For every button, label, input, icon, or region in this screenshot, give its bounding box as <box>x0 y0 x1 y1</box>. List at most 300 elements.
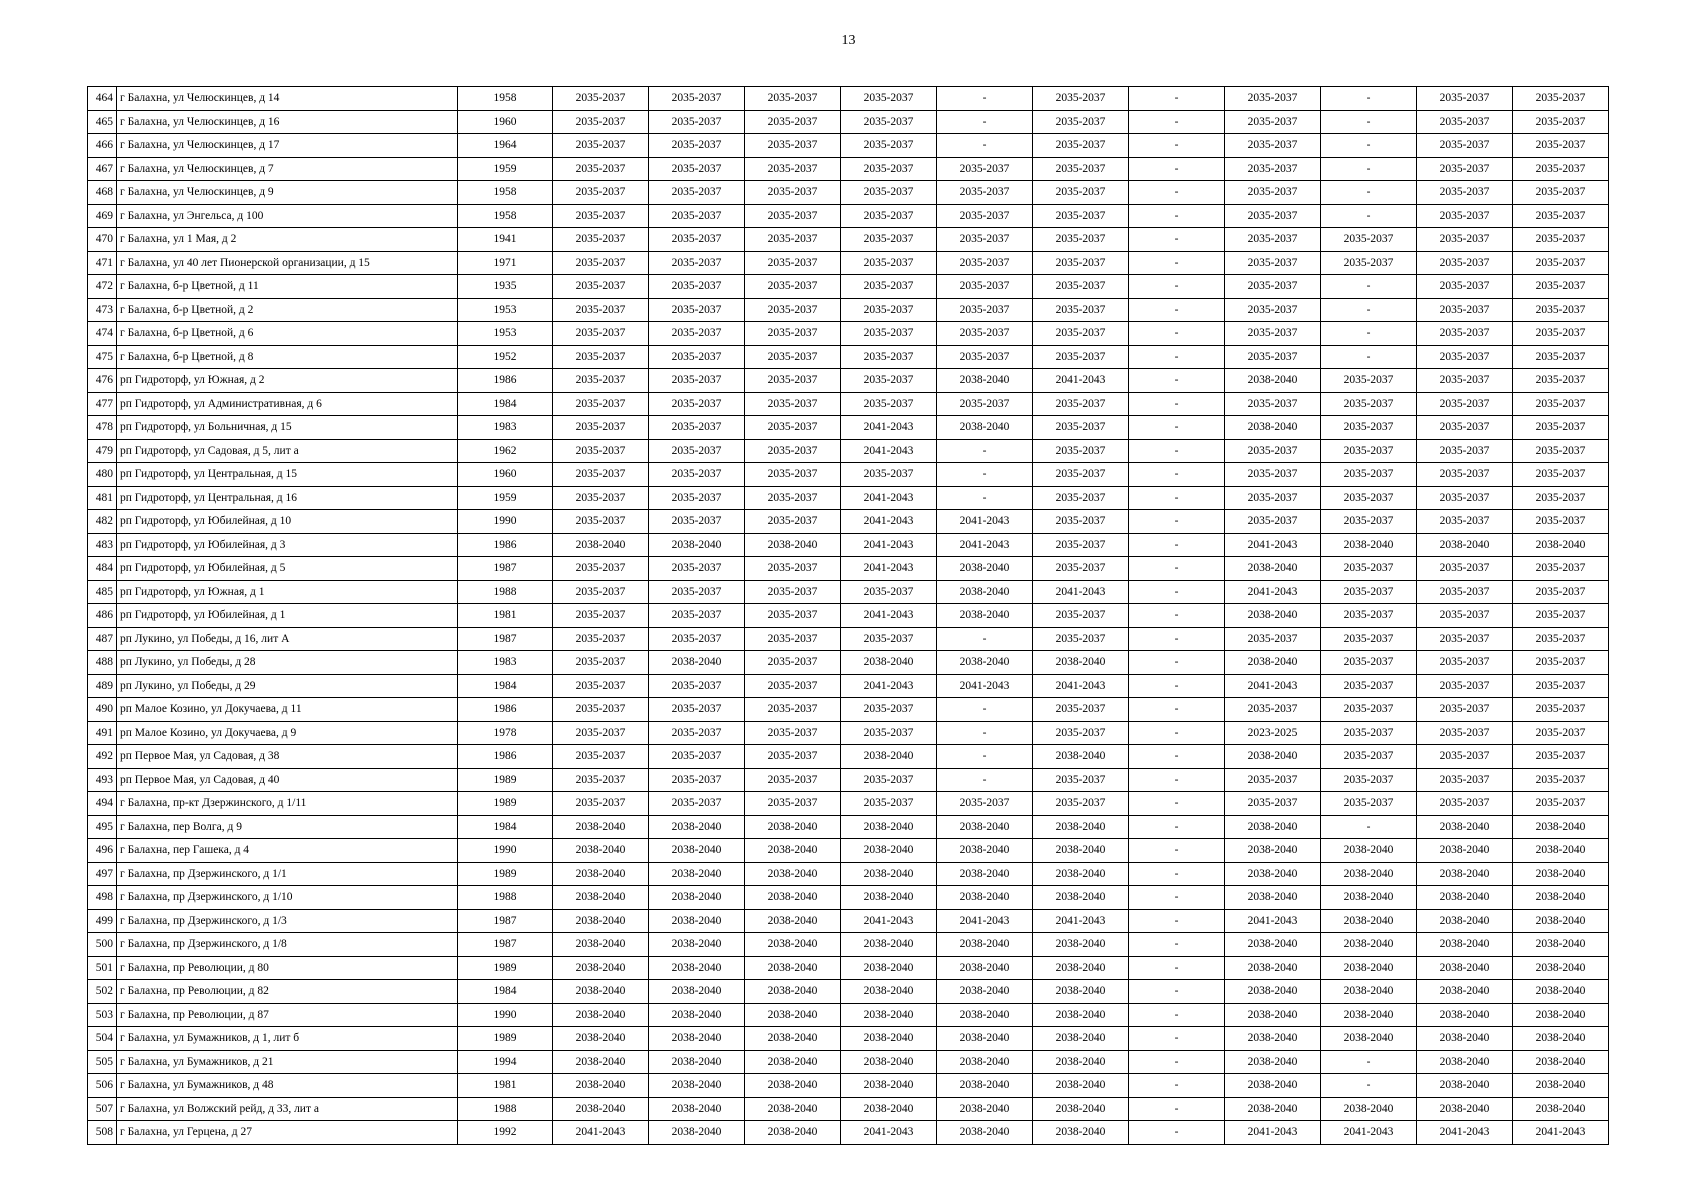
period-cell: 2038-2040 <box>553 533 649 557</box>
period-cell: 2038-2040 <box>1225 956 1321 980</box>
period-cell: 2035-2037 <box>553 251 649 275</box>
period-cell: 2038-2040 <box>1513 862 1609 886</box>
period-cell: 2038-2040 <box>745 1121 841 1145</box>
period-cell: 2035-2037 <box>1225 110 1321 134</box>
period-cell: 2035-2037 <box>1513 251 1609 275</box>
period-cell: 2041-2043 <box>553 1121 649 1145</box>
year-built-cell: 1988 <box>458 886 553 910</box>
address-cell: рп Гидроторф, ул Юбилейная, д 3 <box>117 533 458 557</box>
period-cell: 2038-2040 <box>1417 980 1513 1004</box>
period-cell: 2035-2037 <box>745 298 841 322</box>
period-cell: 2035-2037 <box>1417 251 1513 275</box>
year-built-cell: 1990 <box>458 839 553 863</box>
period-cell: 2038-2040 <box>1321 862 1417 886</box>
period-cell: 2038-2040 <box>1417 533 1513 557</box>
period-cell: 2041-2043 <box>1225 909 1321 933</box>
row-number-cell: 475 <box>88 345 117 369</box>
period-cell: 2041-2043 <box>841 510 937 534</box>
period-cell: 2035-2037 <box>1417 322 1513 346</box>
year-built-cell: 1989 <box>458 862 553 886</box>
period-cell: 2035-2037 <box>649 204 745 228</box>
period-cell: 2035-2037 <box>841 157 937 181</box>
period-cell: 2035-2037 <box>1417 110 1513 134</box>
period-cell: - <box>1129 580 1225 604</box>
period-cell: - <box>1321 1074 1417 1098</box>
table-row <box>88 1121 1609 1145</box>
period-cell: - <box>1129 1074 1225 1098</box>
period-cell: 2035-2037 <box>745 251 841 275</box>
period-cell: 2035-2037 <box>1513 345 1609 369</box>
period-cell: 2038-2040 <box>649 651 745 675</box>
period-cell: 2041-2043 <box>841 439 937 463</box>
period-cell: 2035-2037 <box>841 369 937 393</box>
period-cell: 2041-2043 <box>1225 580 1321 604</box>
row-number-cell: 492 <box>88 745 117 769</box>
table-row <box>88 486 1609 510</box>
period-cell: 2038-2040 <box>841 933 937 957</box>
period-cell: - <box>1129 322 1225 346</box>
period-cell: 2038-2040 <box>841 1050 937 1074</box>
row-number-cell: 470 <box>88 228 117 252</box>
period-cell: 2035-2037 <box>1033 557 1129 581</box>
period-cell: 2035-2037 <box>553 651 649 675</box>
period-cell: 2035-2037 <box>1513 275 1609 299</box>
period-cell: 2035-2037 <box>1225 87 1321 111</box>
period-cell: 2035-2037 <box>1225 157 1321 181</box>
period-cell: 2038-2040 <box>1033 933 1129 957</box>
period-cell: 2035-2037 <box>745 87 841 111</box>
period-cell: 2038-2040 <box>1225 886 1321 910</box>
period-cell: - <box>937 486 1033 510</box>
period-cell: 2035-2037 <box>745 439 841 463</box>
period-cell: 2038-2040 <box>745 1050 841 1074</box>
period-cell: 2041-2043 <box>1225 674 1321 698</box>
period-cell: 2035-2037 <box>1417 721 1513 745</box>
period-cell: 2035-2037 <box>649 627 745 651</box>
year-built-cell: 1962 <box>458 439 553 463</box>
period-cell: 2035-2037 <box>1321 768 1417 792</box>
period-cell: 2035-2037 <box>745 557 841 581</box>
table-row <box>88 1050 1609 1074</box>
period-cell: 2035-2037 <box>937 181 1033 205</box>
period-cell: 2041-2043 <box>841 557 937 581</box>
period-cell: 2035-2037 <box>1417 134 1513 158</box>
address-cell: г Балахна, пр Дзержинского, д 1/1 <box>117 862 458 886</box>
year-built-cell: 1958 <box>458 204 553 228</box>
period-cell: 2035-2037 <box>649 369 745 393</box>
period-cell: 2035-2037 <box>937 251 1033 275</box>
period-cell: 2038-2040 <box>745 1074 841 1098</box>
row-number-cell: 466 <box>88 134 117 158</box>
address-cell: г Балахна, ул Челюскинцев, д 16 <box>117 110 458 134</box>
period-cell: 2041-2043 <box>841 1121 937 1145</box>
period-cell: - <box>1129 1003 1225 1027</box>
period-cell: 2035-2037 <box>1033 228 1129 252</box>
table-row <box>88 533 1609 557</box>
period-cell: 2038-2040 <box>649 862 745 886</box>
period-cell: 2038-2040 <box>937 1121 1033 1145</box>
period-cell: 2035-2037 <box>649 557 745 581</box>
period-cell: 2038-2040 <box>649 1121 745 1145</box>
year-built-cell: 1989 <box>458 1027 553 1051</box>
period-cell: 2035-2037 <box>553 345 649 369</box>
period-cell: 2035-2037 <box>649 298 745 322</box>
period-cell: 2035-2037 <box>1417 392 1513 416</box>
period-cell: 2035-2037 <box>745 416 841 440</box>
row-number-cell: 477 <box>88 392 117 416</box>
address-cell: г Балахна, ул Челюскинцев, д 7 <box>117 157 458 181</box>
period-cell: - <box>1321 298 1417 322</box>
period-cell: 2035-2037 <box>649 721 745 745</box>
period-cell: 2038-2040 <box>937 1003 1033 1027</box>
period-cell: 2038-2040 <box>1513 1097 1609 1121</box>
address-cell: г Балахна, пер Волга, д 9 <box>117 815 458 839</box>
row-number-cell: 488 <box>88 651 117 675</box>
period-cell: 2038-2040 <box>1225 862 1321 886</box>
period-cell: 2035-2037 <box>1033 345 1129 369</box>
period-cell: - <box>1129 1097 1225 1121</box>
year-built-cell: 1952 <box>458 345 553 369</box>
period-cell: 2038-2040 <box>1417 886 1513 910</box>
period-cell: 2035-2037 <box>1033 298 1129 322</box>
period-cell: 2035-2037 <box>1321 392 1417 416</box>
year-built-cell: 1983 <box>458 416 553 440</box>
address-cell: г Балахна, пр Революции, д 80 <box>117 956 458 980</box>
period-cell: 2035-2037 <box>1513 369 1609 393</box>
period-cell: - <box>1129 486 1225 510</box>
period-cell: 2038-2040 <box>1513 980 1609 1004</box>
year-built-cell: 1990 <box>458 510 553 534</box>
period-cell: 2035-2037 <box>1417 228 1513 252</box>
year-built-cell: 1987 <box>458 627 553 651</box>
period-cell: 2035-2037 <box>1033 439 1129 463</box>
period-cell: 2038-2040 <box>1417 933 1513 957</box>
year-built-cell: 1960 <box>458 463 553 487</box>
period-cell: 2038-2040 <box>937 1050 1033 1074</box>
period-cell: 2035-2037 <box>1321 698 1417 722</box>
year-built-cell: 1984 <box>458 815 553 839</box>
table-row <box>88 1003 1609 1027</box>
period-cell: 2035-2037 <box>1225 181 1321 205</box>
table-row <box>88 604 1609 628</box>
period-cell: 2035-2037 <box>1417 580 1513 604</box>
period-cell: 2038-2040 <box>1033 1027 1129 1051</box>
period-cell: - <box>1321 87 1417 111</box>
period-cell: 2035-2037 <box>1321 674 1417 698</box>
period-cell: 2035-2037 <box>1417 651 1513 675</box>
period-cell: 2038-2040 <box>649 933 745 957</box>
period-cell: 2035-2037 <box>937 275 1033 299</box>
table-row <box>88 815 1609 839</box>
table-row <box>88 862 1609 886</box>
period-cell: 2041-2043 <box>937 674 1033 698</box>
year-built-cell: 1986 <box>458 698 553 722</box>
period-cell: 2035-2037 <box>553 87 649 111</box>
row-number-cell: 480 <box>88 463 117 487</box>
period-cell: 2035-2037 <box>649 486 745 510</box>
period-cell: 2041-2043 <box>841 909 937 933</box>
period-cell: - <box>1129 815 1225 839</box>
period-cell: - <box>1321 345 1417 369</box>
period-cell: 2035-2037 <box>1513 110 1609 134</box>
period-cell: 2038-2040 <box>1225 369 1321 393</box>
period-cell: 2038-2040 <box>1417 909 1513 933</box>
period-cell: 2035-2037 <box>745 275 841 299</box>
table-row <box>88 839 1609 863</box>
row-number-cell: 481 <box>88 486 117 510</box>
period-cell: 2035-2037 <box>1417 181 1513 205</box>
table-row <box>88 768 1609 792</box>
period-cell: 2035-2037 <box>1033 204 1129 228</box>
period-cell: - <box>1129 439 1225 463</box>
period-cell: - <box>1129 933 1225 957</box>
row-number-cell: 491 <box>88 721 117 745</box>
row-number-cell: 465 <box>88 110 117 134</box>
period-cell: - <box>1321 204 1417 228</box>
period-cell: 2035-2037 <box>1513 486 1609 510</box>
period-cell: 2041-2043 <box>1321 1121 1417 1145</box>
period-cell: 2035-2037 <box>1225 228 1321 252</box>
row-number-cell: 504 <box>88 1027 117 1051</box>
period-cell: 2038-2040 <box>1513 933 1609 957</box>
period-cell: 2035-2037 <box>553 228 649 252</box>
period-cell: 2035-2037 <box>1321 416 1417 440</box>
address-cell: рп Гидроторф, ул Садовая, д 5, лит а <box>117 439 458 463</box>
table-row <box>88 909 1609 933</box>
period-cell: - <box>1129 698 1225 722</box>
period-cell: 2038-2040 <box>937 604 1033 628</box>
period-cell: 2038-2040 <box>1321 909 1417 933</box>
period-cell: 2035-2037 <box>1321 580 1417 604</box>
period-cell: 2038-2040 <box>745 862 841 886</box>
year-built-cell: 1987 <box>458 933 553 957</box>
period-cell: 2038-2040 <box>1417 815 1513 839</box>
row-number-cell: 502 <box>88 980 117 1004</box>
address-cell: г Балахна, пр Дзержинского, д 1/8 <box>117 933 458 957</box>
year-built-cell: 1986 <box>458 369 553 393</box>
period-cell: 2038-2040 <box>841 1074 937 1098</box>
period-cell: - <box>1129 181 1225 205</box>
period-cell: 2035-2037 <box>1225 298 1321 322</box>
period-cell: - <box>937 721 1033 745</box>
period-cell: 2035-2037 <box>649 181 745 205</box>
year-built-cell: 1990 <box>458 1003 553 1027</box>
period-cell: 2038-2040 <box>1033 815 1129 839</box>
row-number-cell: 483 <box>88 533 117 557</box>
period-cell: 2035-2037 <box>745 510 841 534</box>
period-cell: 2038-2040 <box>937 1097 1033 1121</box>
period-cell: 2035-2037 <box>1417 510 1513 534</box>
period-cell: - <box>1129 745 1225 769</box>
period-cell: 2038-2040 <box>1225 815 1321 839</box>
period-cell: 2038-2040 <box>553 980 649 1004</box>
period-cell: 2035-2037 <box>1321 463 1417 487</box>
period-cell: 2041-2043 <box>1033 674 1129 698</box>
period-cell: 2038-2040 <box>649 533 745 557</box>
address-cell: г Балахна, ул 40 лет Пионерской организации, д 15 <box>117 251 458 275</box>
address-cell: рп Гидроторф, ул Административная, д 6 <box>117 392 458 416</box>
period-cell: 2038-2040 <box>745 815 841 839</box>
period-cell: 2038-2040 <box>1513 909 1609 933</box>
period-cell: 2035-2037 <box>649 604 745 628</box>
period-cell: 2038-2040 <box>1033 1074 1129 1098</box>
period-cell: 2035-2037 <box>1417 486 1513 510</box>
period-cell: 2035-2037 <box>649 674 745 698</box>
row-number-cell: 497 <box>88 862 117 886</box>
period-cell: - <box>1129 862 1225 886</box>
period-cell: 2035-2037 <box>553 792 649 816</box>
period-cell: 2035-2037 <box>553 463 649 487</box>
period-cell: 2035-2037 <box>841 463 937 487</box>
address-cell: рп Лукино, ул Победы, д 16, лит А <box>117 627 458 651</box>
period-cell: 2035-2037 <box>1033 181 1129 205</box>
period-cell: 2035-2037 <box>841 721 937 745</box>
period-cell: - <box>1321 157 1417 181</box>
period-cell: 2035-2037 <box>841 181 937 205</box>
period-cell: 2038-2040 <box>937 1074 1033 1098</box>
row-number-cell: 485 <box>88 580 117 604</box>
row-number-cell: 498 <box>88 886 117 910</box>
period-cell: 2041-2043 <box>841 486 937 510</box>
period-cell: 2035-2037 <box>841 768 937 792</box>
period-cell: 2038-2040 <box>649 1003 745 1027</box>
period-cell: 2035-2037 <box>553 557 649 581</box>
period-cell: 2038-2040 <box>1513 1050 1609 1074</box>
period-cell: 2035-2037 <box>745 463 841 487</box>
period-cell: 2035-2037 <box>1417 674 1513 698</box>
period-cell: 2035-2037 <box>1513 157 1609 181</box>
period-cell: 2035-2037 <box>1225 392 1321 416</box>
period-cell: 2038-2040 <box>1033 1050 1129 1074</box>
period-cell: - <box>1129 627 1225 651</box>
period-cell: - <box>1129 110 1225 134</box>
period-cell: 2035-2037 <box>553 134 649 158</box>
period-cell: 2035-2037 <box>649 768 745 792</box>
row-number-cell: 503 <box>88 1003 117 1027</box>
period-cell: - <box>1129 251 1225 275</box>
period-cell: 2038-2040 <box>1513 533 1609 557</box>
row-number-cell: 479 <box>88 439 117 463</box>
address-cell: г Балахна, ул Волжский рейд, д 33, лит а <box>117 1097 458 1121</box>
period-cell: - <box>1321 815 1417 839</box>
period-cell: 2038-2040 <box>1417 956 1513 980</box>
address-cell: рп Первое Мая, ул Садовая, д 40 <box>117 768 458 792</box>
row-number-cell: 468 <box>88 181 117 205</box>
period-cell: 2035-2037 <box>1033 110 1129 134</box>
period-cell: 2038-2040 <box>1513 956 1609 980</box>
period-cell: 2035-2037 <box>745 157 841 181</box>
table-row <box>88 792 1609 816</box>
period-cell: 2035-2037 <box>1033 604 1129 628</box>
period-cell: 2038-2040 <box>937 933 1033 957</box>
period-cell: - <box>1129 886 1225 910</box>
period-cell: 2041-2043 <box>937 510 1033 534</box>
address-cell: г Балахна, пер Гашека, д 4 <box>117 839 458 863</box>
period-cell: 2038-2040 <box>649 815 745 839</box>
period-cell: 2035-2037 <box>745 674 841 698</box>
period-cell: 2038-2040 <box>553 956 649 980</box>
period-cell: 2035-2037 <box>745 181 841 205</box>
period-cell: 2035-2037 <box>745 627 841 651</box>
address-cell: рп Лукино, ул Победы, д 29 <box>117 674 458 698</box>
period-cell: 2038-2040 <box>1321 886 1417 910</box>
period-cell: - <box>1129 510 1225 534</box>
period-cell: 2038-2040 <box>1417 1074 1513 1098</box>
period-cell: 2038-2040 <box>1033 886 1129 910</box>
period-cell: 2035-2037 <box>1033 275 1129 299</box>
period-cell: - <box>937 439 1033 463</box>
period-cell: 2035-2037 <box>1417 745 1513 769</box>
address-cell: рп Лукино, ул Победы, д 28 <box>117 651 458 675</box>
period-cell: 2035-2037 <box>553 745 649 769</box>
table-row <box>88 510 1609 534</box>
period-cell: 2038-2040 <box>841 839 937 863</box>
period-cell: 2035-2037 <box>1225 698 1321 722</box>
period-cell: 2038-2040 <box>649 1027 745 1051</box>
period-cell: 2038-2040 <box>553 839 649 863</box>
period-cell: 2038-2040 <box>553 886 649 910</box>
period-cell: 2035-2037 <box>1321 557 1417 581</box>
period-cell: 2035-2037 <box>1513 416 1609 440</box>
period-cell: 2035-2037 <box>937 792 1033 816</box>
period-cell: 2038-2040 <box>553 1097 649 1121</box>
period-cell: 2035-2037 <box>841 87 937 111</box>
row-number-cell: 496 <box>88 839 117 863</box>
period-cell: 2035-2037 <box>1321 439 1417 463</box>
period-cell: 2035-2037 <box>1417 298 1513 322</box>
period-cell: 2038-2040 <box>745 1027 841 1051</box>
period-cell: 2038-2040 <box>649 980 745 1004</box>
period-cell: 2035-2037 <box>841 298 937 322</box>
period-cell: 2041-2043 <box>1033 909 1129 933</box>
period-cell: 2035-2037 <box>649 792 745 816</box>
period-cell: - <box>1321 110 1417 134</box>
period-cell: 2035-2037 <box>1513 792 1609 816</box>
period-cell: 2035-2037 <box>937 322 1033 346</box>
table-row <box>88 627 1609 651</box>
period-cell: 2038-2040 <box>937 862 1033 886</box>
period-cell: 2035-2037 <box>841 627 937 651</box>
year-built-cell: 1981 <box>458 604 553 628</box>
period-cell: 2035-2037 <box>553 580 649 604</box>
period-cell: 2038-2040 <box>1417 1027 1513 1051</box>
period-cell: 2038-2040 <box>937 980 1033 1004</box>
year-built-cell: 1971 <box>458 251 553 275</box>
period-cell: 2038-2040 <box>1417 1097 1513 1121</box>
row-number-cell: 471 <box>88 251 117 275</box>
period-cell: 2035-2037 <box>1321 627 1417 651</box>
period-cell: 2035-2037 <box>1417 604 1513 628</box>
period-cell: 2038-2040 <box>1225 1003 1321 1027</box>
year-built-cell: 1981 <box>458 1074 553 1098</box>
period-cell: - <box>1129 298 1225 322</box>
address-cell: г Балахна, б-р Цветной, д 6 <box>117 322 458 346</box>
period-cell: 2038-2040 <box>841 862 937 886</box>
table-row <box>88 933 1609 957</box>
table-row <box>88 1027 1609 1051</box>
period-cell: 2035-2037 <box>1417 275 1513 299</box>
period-cell: 2035-2037 <box>841 228 937 252</box>
period-cell: 2035-2037 <box>745 745 841 769</box>
period-cell: 2038-2040 <box>937 815 1033 839</box>
row-number-cell: 508 <box>88 1121 117 1145</box>
period-cell: 2035-2037 <box>1417 204 1513 228</box>
period-cell: - <box>937 698 1033 722</box>
period-cell: 2035-2037 <box>1513 651 1609 675</box>
row-number-cell: 464 <box>88 87 117 111</box>
period-cell: 2035-2037 <box>553 275 649 299</box>
period-cell: 2035-2037 <box>1033 157 1129 181</box>
